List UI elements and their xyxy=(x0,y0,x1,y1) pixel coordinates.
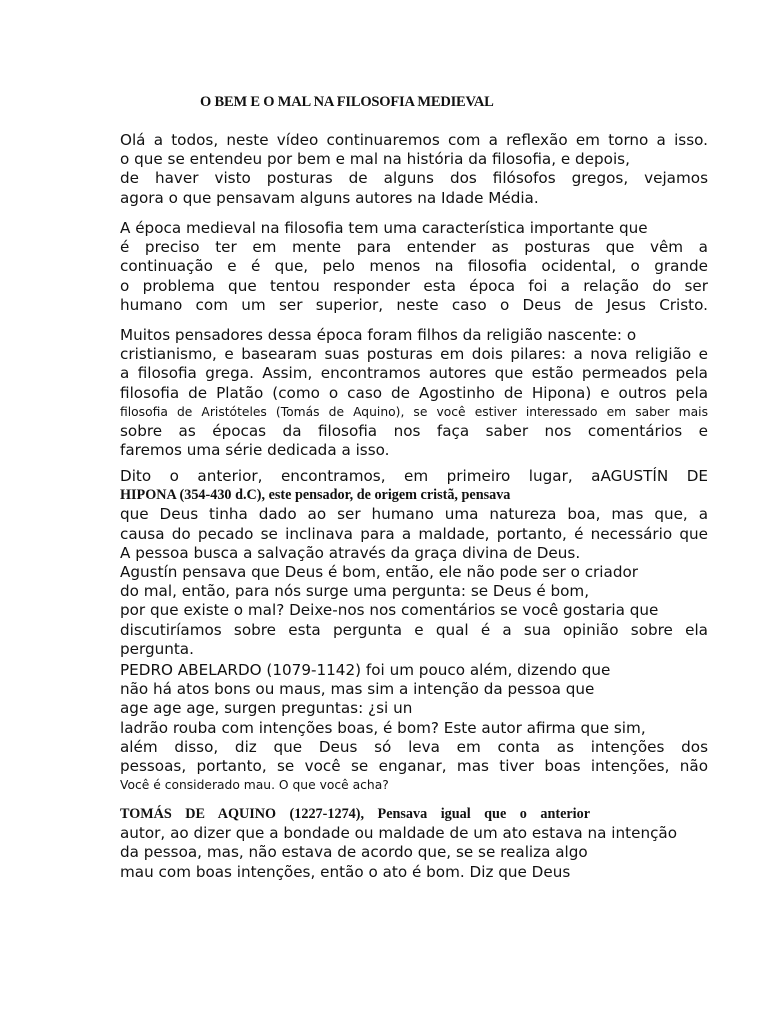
text-line: filosofia de Platão (como o caso de Agostinho de Hipona) e outros pela xyxy=(120,383,708,402)
text-run: Dito o anterior, encontramos, em primeiro lugar, a xyxy=(120,467,601,485)
text-line: do mal, então, para nós surge uma pergunta: se Deus é bom, xyxy=(120,582,590,601)
text-line: humano com um ser superior, neste caso o Deus de Jesus Cristo. xyxy=(120,295,708,314)
text-line: Agustín pensava que Deus é bom, então, ele não pode ser o criador xyxy=(120,562,638,581)
text-line: continuação e é que, pelo menos na filosofia ocidental, o grande xyxy=(120,257,708,276)
text-line: discutiríamos sobre esta pergunta e qual é a sua opinião sobre ela xyxy=(120,620,708,639)
paragraph-tomas xyxy=(120,805,708,882)
text-line: o problema que tentou responder esta época foi a relação do ser xyxy=(120,276,708,295)
paragraph-abelardo xyxy=(120,661,708,795)
text-line: A época medieval na filosofia tem uma característica importante que xyxy=(120,219,648,237)
text-line xyxy=(120,467,708,486)
text-line: da pessoa, mas, não estava de acordo que, se se realiza algo xyxy=(120,843,588,862)
text-line: autor, ao dizer que a bondade ou maldade de um ato estava na intenção xyxy=(120,824,678,843)
paragraph-thinkers xyxy=(120,326,708,460)
text-line: TOMÁS DE AQUINO (1227-1274), Pensava igual que o anterior xyxy=(120,806,590,822)
text-line: o que se entendeu por bem e mal na história da filosofia, e depois, xyxy=(120,150,630,169)
text-line: não há atos bons ou maus, mas sim a intenção da pessoa que xyxy=(120,680,595,699)
text-line: agora o que pensavam alguns autores na Idade Média. xyxy=(120,188,539,207)
text-line: mau com boas intenções, então o ato é bom. Diz que Deus xyxy=(120,862,571,881)
author-name-agustin: AGUSTÍN DE xyxy=(600,467,708,485)
text-line: faremos uma série dedicada a isso. xyxy=(120,441,390,460)
text-line: é preciso ter em mente para entender as posturas que vêm a xyxy=(120,238,708,257)
text-line: por que existe o mal? Deixe-nos nos comentários se você gostaria que xyxy=(120,601,659,620)
text-line: de haver visto posturas de alguns dos filósofos gregos, vejamos xyxy=(120,169,708,188)
text-line: sobre as épocas da filosofia nos faça saber nos comentários e xyxy=(120,421,708,440)
text-line: cristianismo, e basearam suas posturas em dois pilares: a nova religião e xyxy=(120,345,708,364)
paragraph-intro xyxy=(120,131,708,208)
text-line: causa do pecado se inclinava para a maldade, portanto, é necessário que xyxy=(120,524,708,543)
text-line: filosofia de Aristóteles (Tomás de Aquino), se você estiver interessado em saber mais xyxy=(120,404,708,419)
text-line: a filosofia grega. Assim, encontramos autores que estão permeados pela xyxy=(120,364,708,383)
text-line: que Deus tinha dado ao ser humano uma natureza boa, mas que, a xyxy=(120,505,708,524)
text-line: age age age, surgen preguntas: ¿si un xyxy=(120,699,413,718)
text-line: PEDRO ABELARDO (1079-1142) foi um pouco além, dizendo que xyxy=(120,661,611,679)
text-line: pergunta. xyxy=(120,639,194,658)
text-line: Você é considerado mau. O que você acha? xyxy=(120,778,389,793)
document-title: O BEM E O MAL NA FILOSOFIA MEDIEVAL xyxy=(200,94,494,110)
text-line: pessoas, portanto, se você se enganar, mas tiver boas intenções, não xyxy=(120,756,708,775)
text-line: A pessoa busca a salvação através da graça divina de Deus. xyxy=(120,543,581,562)
paragraph-agustin xyxy=(120,467,708,659)
text-line: Muitos pensadores dessa época foram filhos da religião nascente: o xyxy=(120,326,637,344)
text-line: além disso, diz que Deus só leva em conta as intenções dos xyxy=(120,737,708,756)
text-line: ladrão rouba com intenções boas, é bom? Este autor afirma que sim, xyxy=(120,718,646,737)
text-line: HIPONA (354-430 d.C), este pensador, de origem cristã, pensava xyxy=(120,487,511,504)
text-line: Olá a todos, neste vídeo continuaremos com a reflexão em torno a isso. xyxy=(120,131,708,149)
paragraph-medieval-epoch xyxy=(120,219,708,315)
